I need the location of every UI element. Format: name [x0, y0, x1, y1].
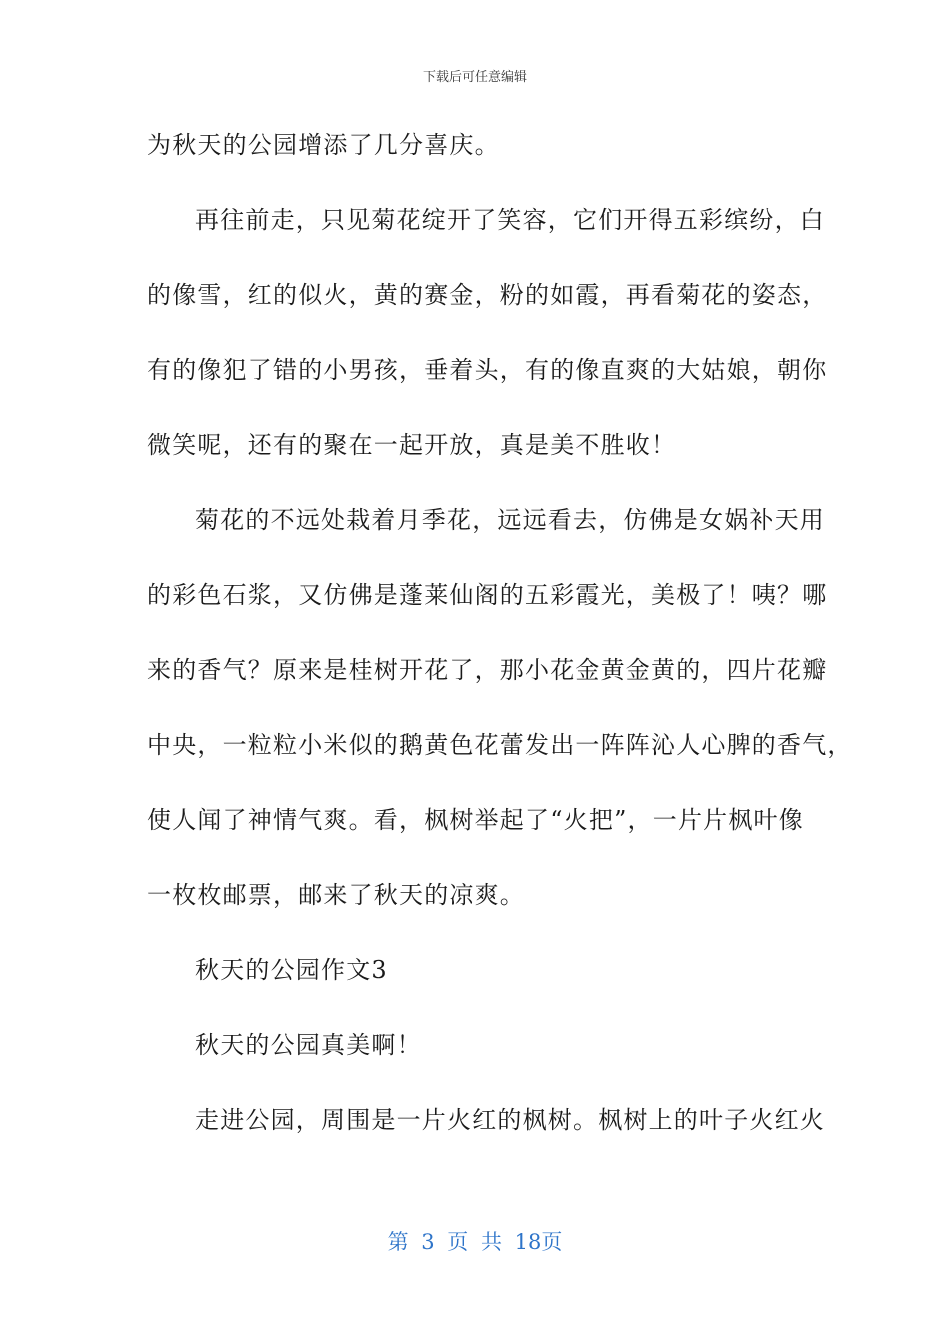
page-footer: 第 3 页 共 18页 [387, 1230, 563, 1254]
paragraph-line: 有的像犯了错的小男孩，垂着头，有的像直爽的大姑娘，朝你 [147, 356, 828, 384]
paragraph-line: 走进公园，周围是一片火红的枫树。枫树上的叶子火红火 [195, 1106, 825, 1134]
paragraph-line: 一枚枚邮票，邮来了秋天的凉爽。 [147, 881, 525, 909]
section-heading: 秋天的公园作文3 [195, 956, 388, 984]
paragraph-line: 菊花的不远处栽着月季花，远远看去，仿佛是女娲补天用 [195, 506, 825, 534]
paragraph-line: 的像雪，红的似火，黄的赛金，粉的如霞，再看菊花的姿态， [147, 281, 828, 309]
paragraph-line: 使人闻了神情气爽。看，枫树举起了“火把”，一片片枫叶像 [147, 806, 804, 834]
paragraph-line: 为秋天的公园增添了几分喜庆。 [147, 131, 500, 159]
paragraph-line: 的彩色石浆，又仿佛是蓬莱仙阁的五彩霞光，美极了！咦？哪 [147, 581, 828, 609]
paragraph-line: 中央，一粒粒小米似的鹅黄色花蕾发出一阵阵沁人心脾的香气， [147, 731, 853, 759]
paragraph-line: 来的香气？原来是桂树开花了，那小花金黄金黄的，四片花瓣 [147, 656, 828, 684]
paragraph-line: 秋天的公园真美啊！ [195, 1031, 422, 1059]
page-header: 下载后可任意编辑 [422, 70, 527, 85]
paragraph-line: 再往前走，只见菊花绽开了笑容，它们开得五彩缤纷，白 [195, 206, 825, 234]
paragraph-line: 微笑呢，还有的聚在一起开放，真是美不胜收！ [147, 431, 677, 459]
